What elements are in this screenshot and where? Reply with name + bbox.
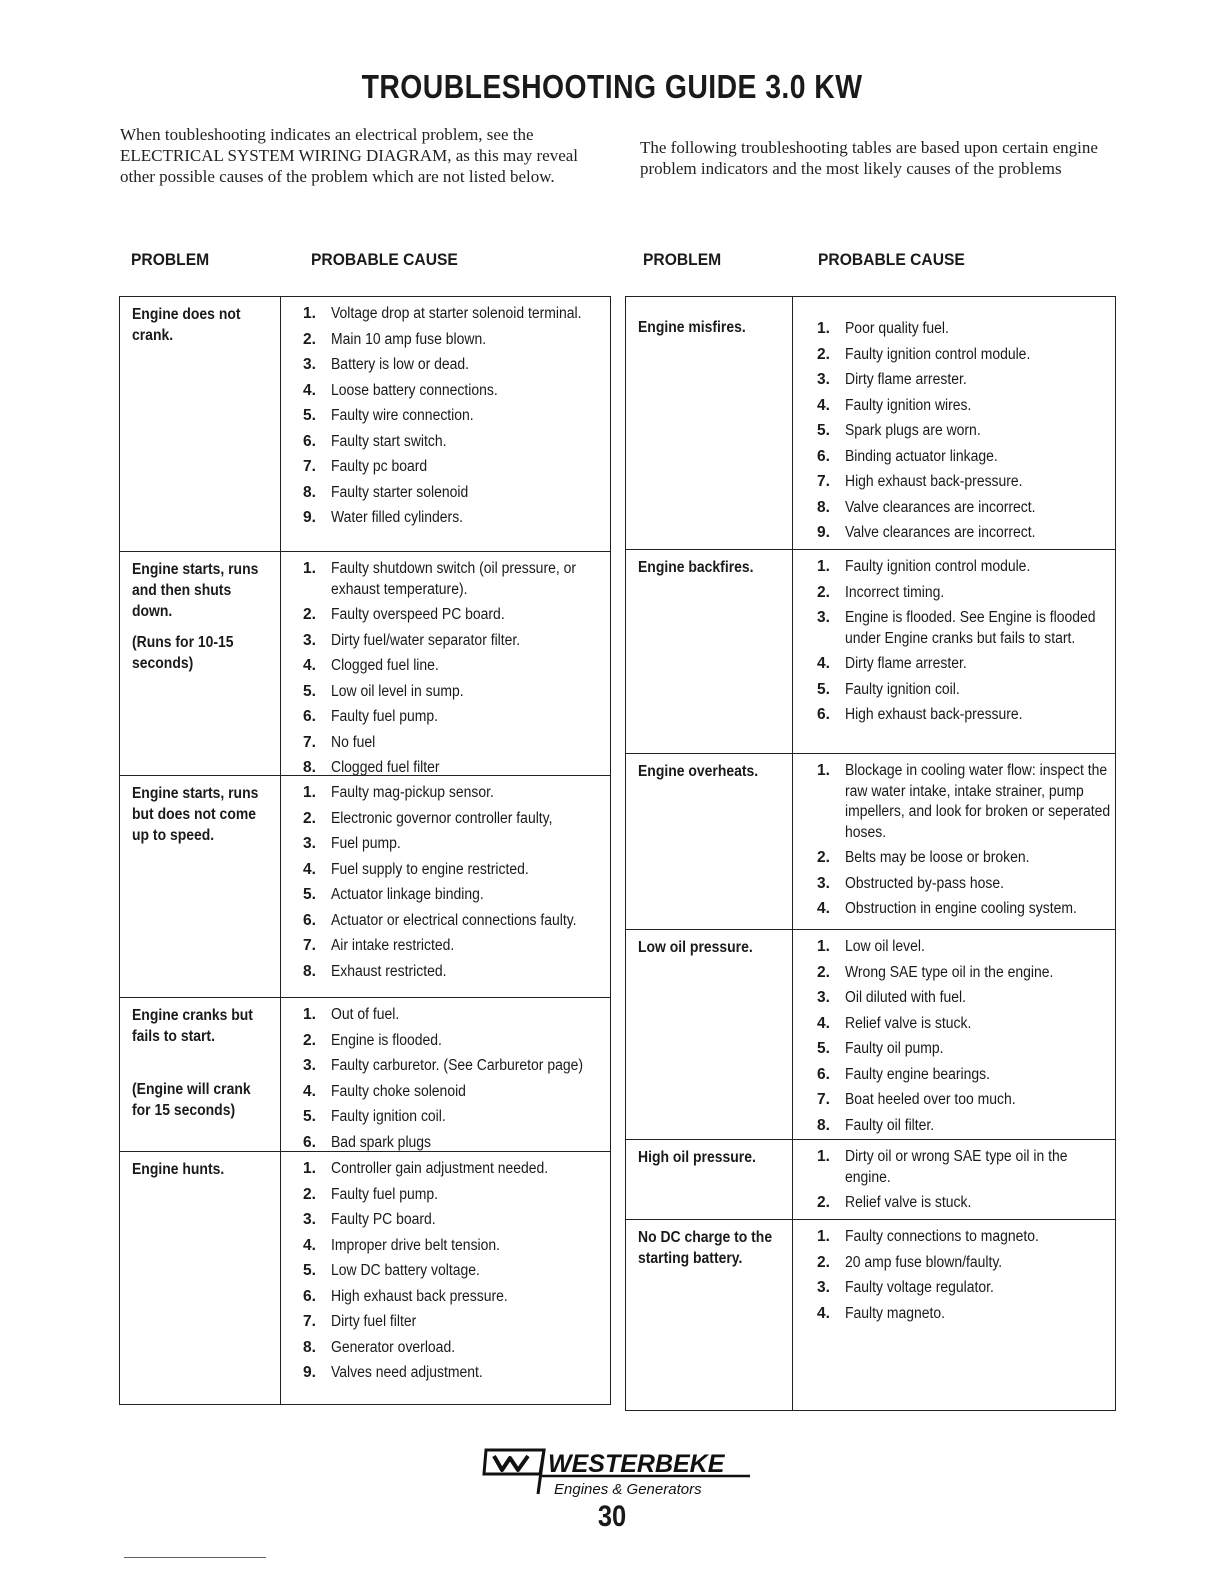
cause-item: 2. 20 amp fuse blown/faulty. [817,1253,1003,1271]
logo-mark-icon [482,1446,752,1506]
cause-item: 4. Dirty flame arrester. [817,655,967,672]
table-row [120,775,610,997]
problem-label: Engine backfires. [638,559,754,576]
cause-list [817,557,1115,731]
cause-item: 1. Poor quality fuel. [817,320,949,337]
cause-item: 1. Blockage in cooling water flow: inspect the raw water intake, intake strainer, pump impellers, and look for broken or seperated hoses. [817,762,1111,841]
cause-item: 2. Relief valve is stuck. [817,1194,972,1211]
cause-item: 3. Dirty fuel/water separator filter. [303,631,521,649]
table-row [120,997,610,1151]
cause-item: 7. Air intake restricted. [303,937,455,954]
cause-item: 1. Faulty connections to magneto. [817,1228,1039,1245]
problem-note: (Engine will crank for 15 seconds) [132,1081,251,1119]
logo-brand: WESTERBEKE [548,1450,725,1478]
cause-item: 5. Faulty oil pump. [817,1040,944,1057]
cause-list [303,1159,607,1389]
table-row [120,297,610,551]
cause-item: 6. Binding actuator linkage. [817,447,998,465]
cause-item: 9. Water filled cylinders. [303,509,464,526]
logo-tagline: Engines & Generators [554,1481,702,1498]
problem-label: High oil pressure. [638,1149,756,1166]
cause-item: 4. Fuel supply to engine restricted. [303,860,529,878]
cause-item: 1. Out of fuel. [303,1006,400,1023]
table-row [626,1139,1115,1219]
cause-item: 5. Faulty ignition coil. [817,680,960,698]
cause-item: 3. Obstructed by-pass hose. [817,874,1004,892]
cause-item: 5. Faulty wire connection. [303,407,474,424]
problem-label [132,559,263,674]
cause-item: 8. Generator overload. [303,1338,456,1356]
cause-item: 2. Faulty ignition control module. [817,345,1031,363]
cause-item: 1. Controller gain adjustment needed. [303,1160,549,1177]
cause-item: 2. Main 10 amp fuse blown. [303,330,487,348]
intro-left-text: When toubleshooting indicates an electrical problem, see the ELECTRICAL SYSTEM WIRING DIAGRAM, as this may reveal other possible causes of the problem which are not listed below. [120,125,579,186]
cause-item: 5. Low oil level in sump. [303,682,464,700]
cause-item: 5. Low DC battery voltage. [303,1262,480,1279]
cause-item: 7. High exhaust back-pressure. [817,473,1023,490]
problem-label: Engine does not crank. [132,306,241,344]
cause-item: 6. Faulty engine bearings. [817,1065,991,1083]
cause-list [817,1227,1115,1329]
cause-item: 7. Faulty pc board [303,458,428,475]
cause-item: 8. Clogged fuel filter [303,759,440,776]
left-cause-heading: PROBABLE CAUSE [311,250,458,269]
intro-right-text: The following troubleshooting tables are based upon certain engine problem indicators and the most likely causes of the problems [640,138,1098,178]
cause-item: 3. Battery is low or dead. [303,356,470,373]
cause-item: 8. Valve clearances are incorrect. [817,498,1036,516]
cause-item: 6. Faulty start switch. [303,432,447,450]
cause-list [303,304,607,534]
problem-label: No DC charge to the starting battery. [638,1229,773,1267]
cause-item: 1. Faulty mag-pickup sensor. [303,784,494,801]
problem-label [132,1005,263,1121]
cause-item: 7. Dirty fuel filter [303,1313,417,1330]
table-row [626,549,1115,753]
table-row [120,1151,610,1403]
cause-item: 3. Fuel pump. [303,835,401,852]
problem-label: Engine starts, runs but does not come up to speed. [132,785,259,844]
cause-item: 4. Clogged fuel line. [303,657,439,674]
cause-list [303,1005,607,1158]
cause-list [817,761,1115,925]
left-problem-heading: PROBLEM [131,250,210,269]
right-cause-heading: PROBABLE CAUSE [818,250,965,269]
cause-item: 1. Voltage drop at starter solenoid terminal. [303,305,582,322]
cause-list [817,937,1115,1141]
cause-item: 4. Obstruction in engine cooling system. [817,900,1077,917]
cause-item: 2. Faulty fuel pump. [303,1185,439,1203]
table-row [626,753,1115,929]
cause-item: 1. Faulty ignition control module. [817,558,1031,575]
cause-item: 9. Valves need adjustment. [303,1364,483,1381]
cause-item: 2. Incorrect timing. [817,583,945,601]
cause-list [303,559,607,784]
cause-item: 3. Faulty voltage regulator. [817,1279,994,1296]
cause-item: 4. Loose battery connections. [303,381,498,399]
problem-label: Low oil pressure. [638,939,753,956]
cause-item: 2. Faulty overspeed PC board. [303,606,505,623]
cause-item: 6. High exhaust back pressure. [303,1287,508,1305]
cause-item: 3. Dirty flame arrester. [817,371,967,388]
cause-item: 8. Exhaust restricted. [303,962,447,980]
cause-item: 2. Wrong SAE type oil in the engine. [817,963,1054,981]
page-title: TROUBLESHOOTING GUIDE 3.0 KW [361,68,863,105]
cause-item: 3. Faulty PC board. [303,1211,436,1228]
cause-item: 2. Belts may be loose or broken. [817,849,1030,866]
cause-item: 4. Improper drive belt tension. [303,1236,501,1254]
cause-item: 1. Dirty oil or wrong SAE type oil in the engine. [817,1148,1068,1186]
cause-item: 5. Spark plugs are worn. [817,422,981,439]
cause-item: 3. Oil diluted with fuel. [817,989,966,1006]
problem-title: Engine cranks but fails to start. [132,1007,253,1045]
cause-item: 4. Faulty ignition wires. [817,396,972,414]
problem-note: (Runs for 10-15 seconds) [132,634,234,672]
table-row [626,1219,1115,1409]
cause-list [303,783,607,987]
cause-item: 4. Faulty magneto. [817,1304,946,1322]
table-row [120,551,610,775]
cause-item: 5. Actuator linkage binding. [303,886,484,903]
footer-rule [124,1557,266,1558]
cause-item: 5. Faulty ignition coil. [303,1108,446,1125]
cause-item: 7. No fuel [303,733,376,751]
problem-label: Engine misfires. [638,319,746,336]
cause-list [817,319,1115,549]
cause-item: 3. Faulty carburetor. (See Carburetor page) [303,1057,583,1074]
cause-item: 6. Actuator or electrical connections faulty. [303,911,577,929]
westerbeke-logo [482,1446,752,1506]
page-number: 30 [597,1500,627,1533]
problem-title: Engine starts, runs and then shuts down. [132,561,259,620]
problem-label: Engine hunts. [132,1161,225,1178]
table-row [626,297,1115,549]
cause-item: 6. High exhaust back-pressure. [817,706,1023,723]
problem-label: Engine overheats. [638,763,759,780]
cause-item: 3. Engine is flooded. See Engine is flooded under Engine cranks but fails to start. [817,609,1096,647]
cause-item: 7. Boat heeled over too much. [817,1091,1016,1108]
cause-item: 8. Faulty starter solenoid [303,483,469,501]
right-troubleshooting-table [625,296,1116,1411]
cause-list [817,1147,1115,1219]
cause-item: 4. Faulty choke solenoid [303,1082,466,1100]
cause-item: 2. Electronic governor controller faulty, [303,809,553,827]
cause-item: 1. Faulty shutdown switch (oil pressure, or exhaust temperature). [303,560,576,598]
cause-item: 2. Engine is flooded. [303,1031,442,1049]
left-troubleshooting-table [119,296,611,1405]
cause-item: 1. Low oil level. [817,938,925,955]
cause-item: 9. Valve clearances are incorrect. [817,524,1036,541]
cause-item: 6. Faulty fuel pump. [303,708,439,725]
right-problem-heading: PROBLEM [643,250,722,269]
cause-item: 4. Relief valve is stuck. [817,1014,972,1032]
cause-item: 8. Faulty oil filter. [817,1116,935,1134]
cause-item: 6. Bad spark plugs [303,1133,432,1151]
table-row [626,929,1115,1139]
